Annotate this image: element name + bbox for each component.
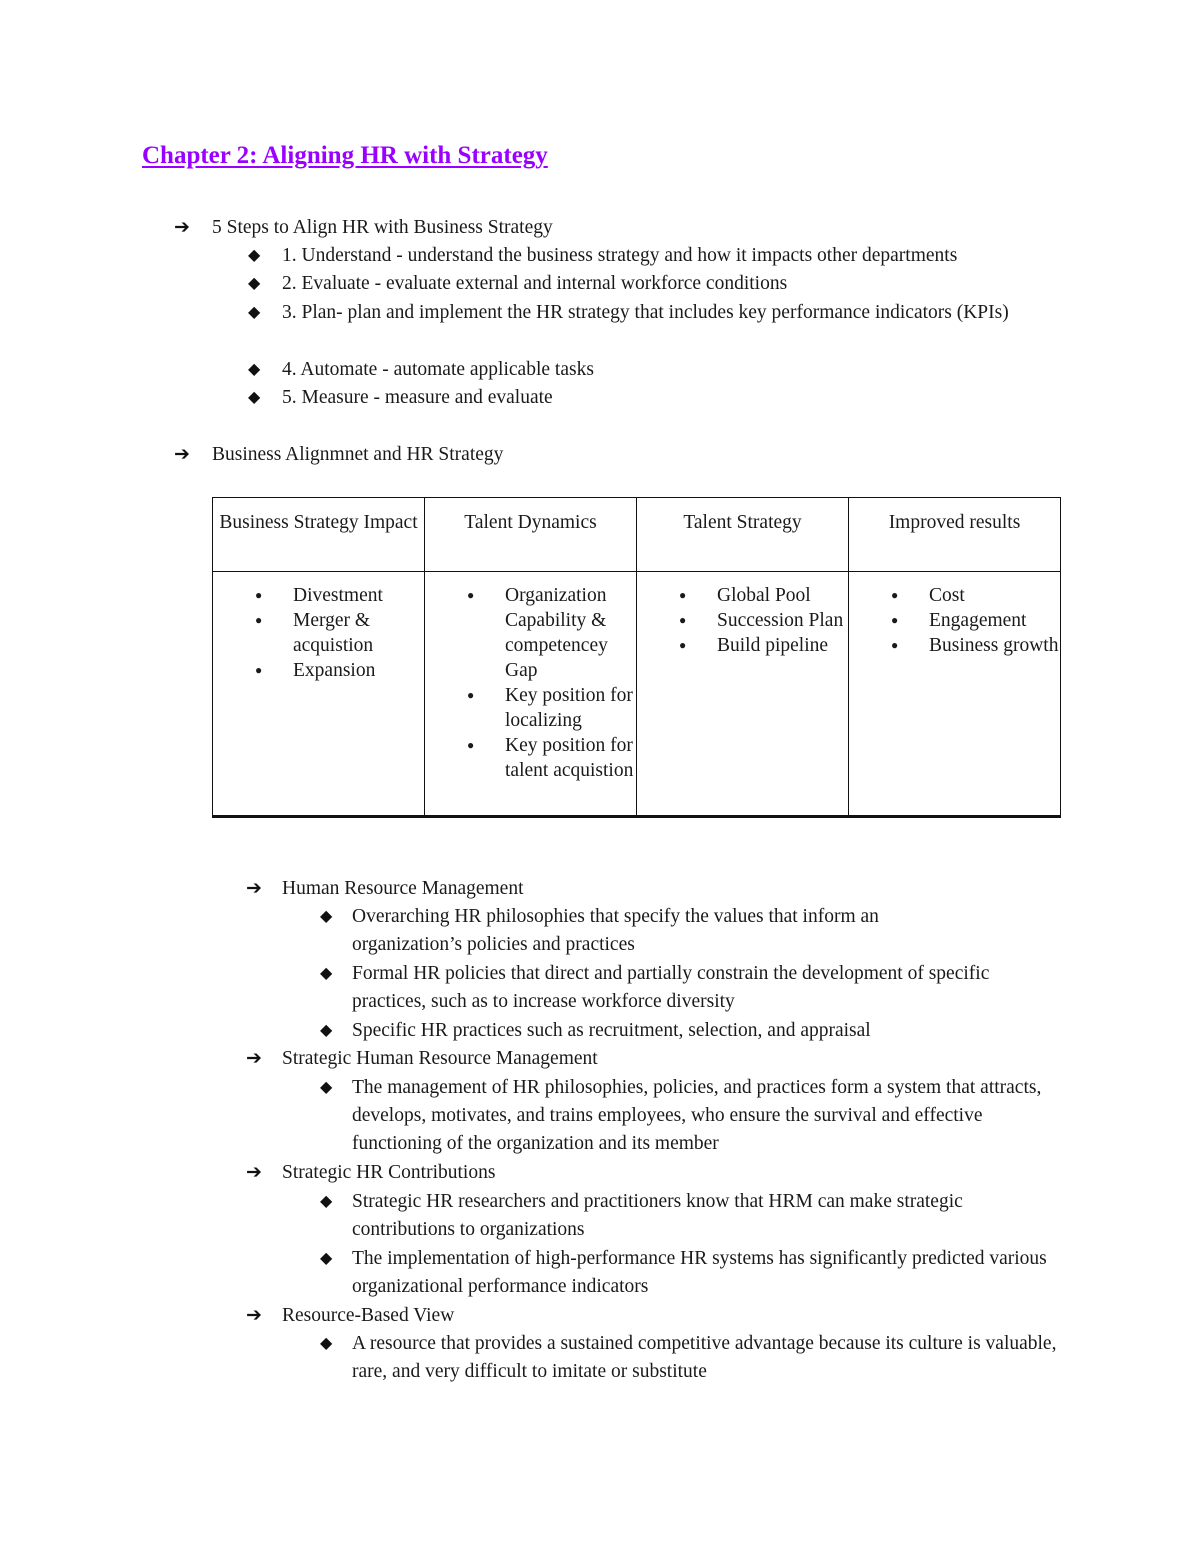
section-heading: Resource-Based View xyxy=(282,1305,455,1326)
bullet-list xyxy=(637,583,848,658)
step-item: 2. Evaluate - evaluate external and internal workforce conditions xyxy=(282,273,788,294)
section-item: The management of HR philosophies, policies, and practices form a system that attracts, develops, motivates, and trains employees, who ensure the survival and effective functioning of the organization and its member xyxy=(352,1077,1042,1154)
table-header-row xyxy=(213,498,1061,572)
list-item: ● Build pipeline xyxy=(679,633,848,658)
section-item: Formal HR policies that direct and partially constrain the development of specific practices, such as to increase workforce diversity xyxy=(352,963,990,1012)
arrow-bullet-icon: ➔ xyxy=(174,217,190,238)
bullet-list xyxy=(425,583,636,783)
table-header-cell: Talent Strategy xyxy=(637,498,849,572)
diamond-bullet-icon: ◆ xyxy=(248,389,261,406)
section-item: A resource that provides a sustained competitive advantage because its culture is valuable, rare, and very difficult to imitate or substitute xyxy=(352,1333,1057,1382)
diamond-bullet-icon: ◆ xyxy=(320,1022,333,1039)
diamond-bullet-icon: ◆ xyxy=(320,1250,333,1267)
section-heading: Human Resource Management xyxy=(282,878,524,899)
diamond-bullet-icon: ◆ xyxy=(248,361,261,378)
diamond-bullet-icon: ◆ xyxy=(248,304,261,321)
diamond-bullet-icon: ◆ xyxy=(320,1335,333,1352)
section-item: Specific HR practices such as recruitment, selection, and appraisal xyxy=(352,1020,871,1041)
table-header-cell: Improved results xyxy=(849,498,1061,572)
step-item: 5. Measure - measure and evaluate xyxy=(282,387,553,408)
diamond-bullet-icon: ◆ xyxy=(320,1079,333,1096)
list-item: ● Cost xyxy=(891,583,1060,608)
table-header-cell: Talent Dynamics xyxy=(425,498,637,572)
list-item: ● Key position for talent acquistion xyxy=(467,733,636,783)
bullet-list xyxy=(849,583,1060,658)
arrow-bullet-icon: ➔ xyxy=(246,1048,262,1069)
list-item: ● Global Pool xyxy=(679,583,848,608)
table-row xyxy=(213,572,1061,817)
bullet-list xyxy=(213,583,424,683)
list-item: ● Succession Plan xyxy=(679,608,848,633)
list-item: ● Divestment xyxy=(255,583,424,608)
arrow-bullet-icon: ➔ xyxy=(246,1305,262,1326)
list-item: ● Organization Capability & competencey Gap xyxy=(467,583,636,683)
diamond-bullet-icon: ◆ xyxy=(248,275,261,292)
list-item: ● Expansion xyxy=(255,658,424,683)
section-item: Overarching HR philosophies that specify the values that inform an organization’s policies and practices xyxy=(352,906,879,955)
diamond-bullet-icon: ◆ xyxy=(248,247,261,264)
list-item: ● Business growth xyxy=(891,633,1060,658)
list-item: ● Merger & acquistion xyxy=(255,608,424,658)
diamond-bullet-icon: ◆ xyxy=(320,1193,333,1210)
table-cell xyxy=(213,572,425,817)
alignment-heading: Business Alignmnet and HR Strategy xyxy=(212,444,504,465)
arrow-bullet-icon: ➔ xyxy=(174,444,190,465)
step-item: 4. Automate - automate applicable tasks xyxy=(282,359,594,380)
alignment-table xyxy=(212,497,1061,818)
page-title: Chapter 2: Aligning HR with Strategy xyxy=(142,142,548,169)
section-item: Strategic HR researchers and practitioners know that HRM can make strategic contributions to organizations xyxy=(352,1191,963,1240)
diamond-bullet-icon: ◆ xyxy=(320,908,333,925)
steps-heading: 5 Steps to Align HR with Business Strategy xyxy=(212,217,553,238)
section-heading: Strategic HR Contributions xyxy=(282,1162,496,1183)
table-cell xyxy=(849,572,1061,817)
arrow-bullet-icon: ➔ xyxy=(246,878,262,899)
table-cell xyxy=(637,572,849,817)
diamond-bullet-icon: ◆ xyxy=(320,965,333,982)
table-cell xyxy=(425,572,637,817)
step-item: 1. Understand - understand the business strategy and how it impacts other departments xyxy=(282,245,958,266)
section-item: The implementation of high-performance HR systems has significantly predicted various organizational performance indicators xyxy=(352,1248,1047,1297)
section-heading: Strategic Human Resource Management xyxy=(282,1048,598,1069)
list-item: ● Key position for localizing xyxy=(467,683,636,733)
table-header-cell: Business Strategy Impact xyxy=(213,498,425,572)
step-item: 3. Plan- plan and implement the HR strategy that includes key performance indicators (KPIs) xyxy=(282,302,1009,323)
list-item: ● Engagement xyxy=(891,608,1060,633)
arrow-bullet-icon: ➔ xyxy=(246,1162,262,1183)
